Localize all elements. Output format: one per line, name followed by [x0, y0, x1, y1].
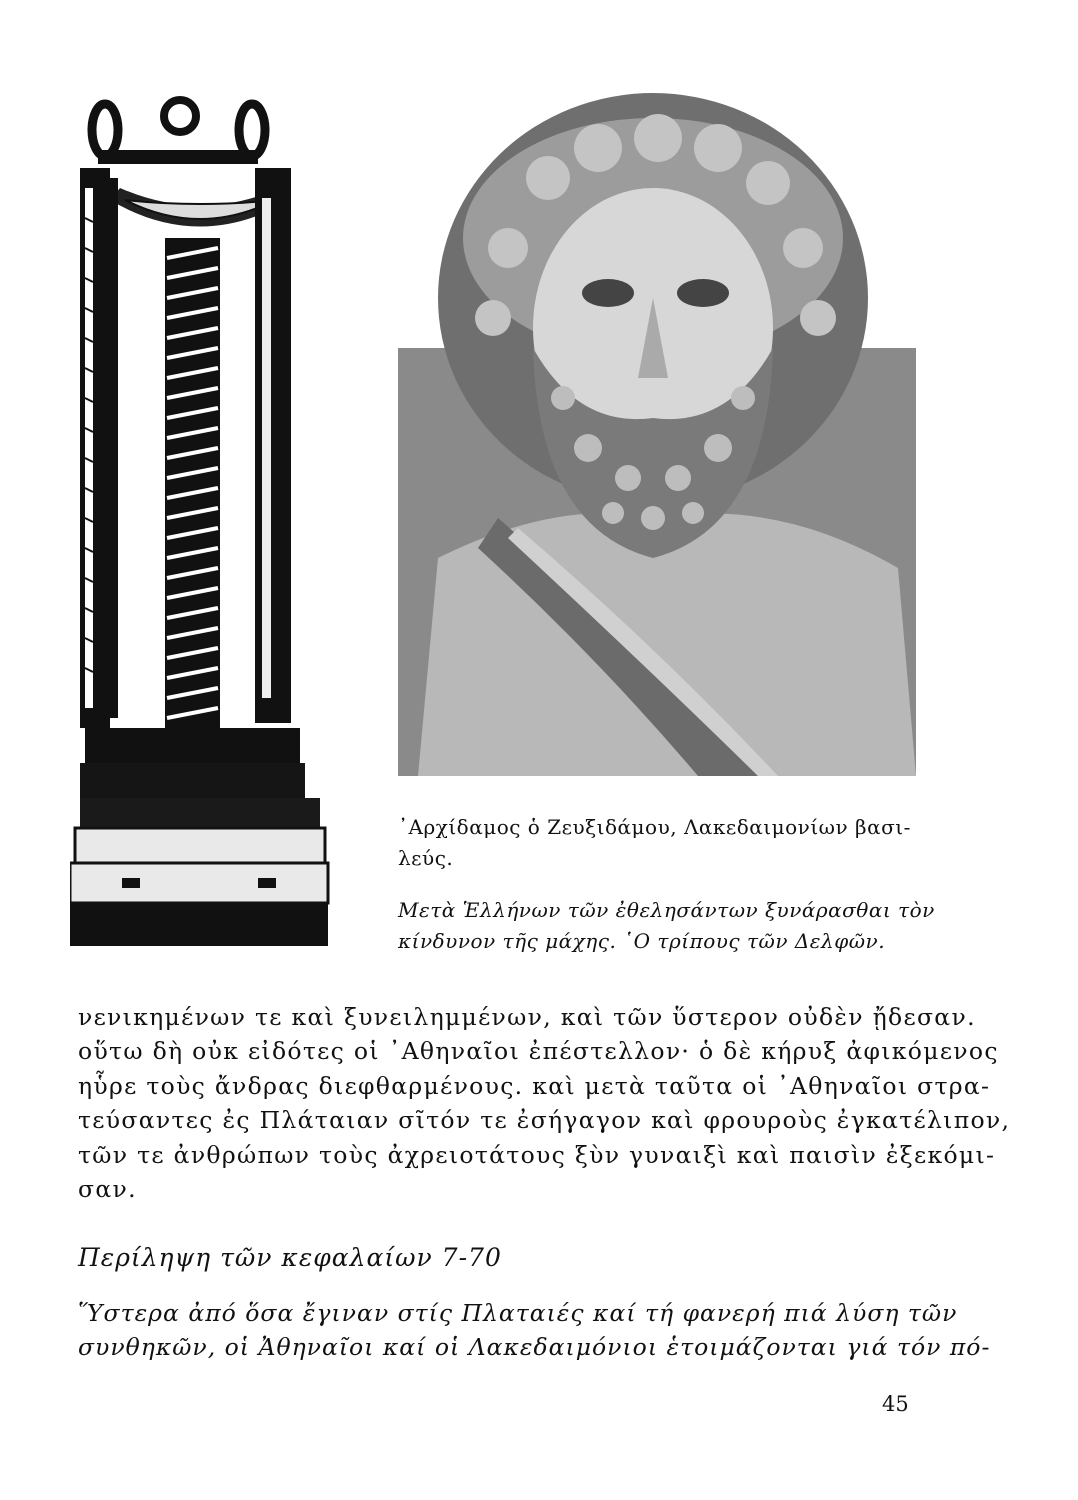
text-line: συνθηκῶν, οἱ Ἀθηναῖοι καί οἱ Λακεδαιμόνιοι ἑτοιμάζονται γιά τόν πό- [78, 1333, 991, 1362]
text-line: τῶν τε ἀνθρώπων τοὺς ἀχρειοτάτους ξὺν γυναιξὶ καὶ παισὶν ἐξεκόμι- [78, 1140, 996, 1169]
ancient-greek-text [78, 1000, 1011, 1206]
text-line: σαν. [78, 1175, 137, 1204]
summary-text [78, 1296, 991, 1365]
tripod-caption [398, 895, 958, 957]
bust-caption [398, 812, 958, 874]
tripod-illustration [70, 88, 332, 946]
caption-line: ᾿Αρχίδαμος ὁ Ζευξιδάμου, Λακεδαιμονίων βασι- [398, 815, 911, 839]
caption-line: λεύς. [398, 846, 454, 870]
text-line: τεύσαντες ἐς Πλάταιαν σῖτόν τε ἐσήγαγον καὶ φρουροὺς ἐγκατέλιπον, [78, 1106, 1011, 1135]
text-line: νενικημένων τε καὶ ξυνειλημμένων, καὶ τῶν ὕστερον οὐδὲν ᾔδεσαν. [78, 1003, 976, 1031]
section-heading: Περίληψη τῶν κεφαλαίων 7-70 [78, 1243, 502, 1272]
page-number: 45 [882, 1392, 909, 1416]
archidamus-bust-photo [398, 88, 916, 776]
text-line: ηὗρε τοὺς ἄνδρας διεφθαρμένους. καὶ μετὰ ταῦτα οἱ ᾿Αθηναῖοι στρα- [78, 1071, 991, 1100]
caption-line: Μετὰ Ἑλλήνων τῶν ἐθελησάντων ξυνάρασθαι τὸν [398, 898, 935, 922]
text-line: Ὕστερα ἀπό ὅσα ἔγιναν στίς Πλαταιές καί τή φανερή πιά λύση τῶν [78, 1299, 958, 1327]
caption-line: κίνδυνον τῆς μάχης. ῾Ο τρίπους τῶν Δελφῶν. [398, 929, 886, 953]
text-line: οὕτω δὴ οὐκ εἰδότες οἱ ᾿Αθηναῖοι ἐπέστελλον· ὁ δὲ κήρυξ ἀφικόμενος [78, 1037, 999, 1066]
